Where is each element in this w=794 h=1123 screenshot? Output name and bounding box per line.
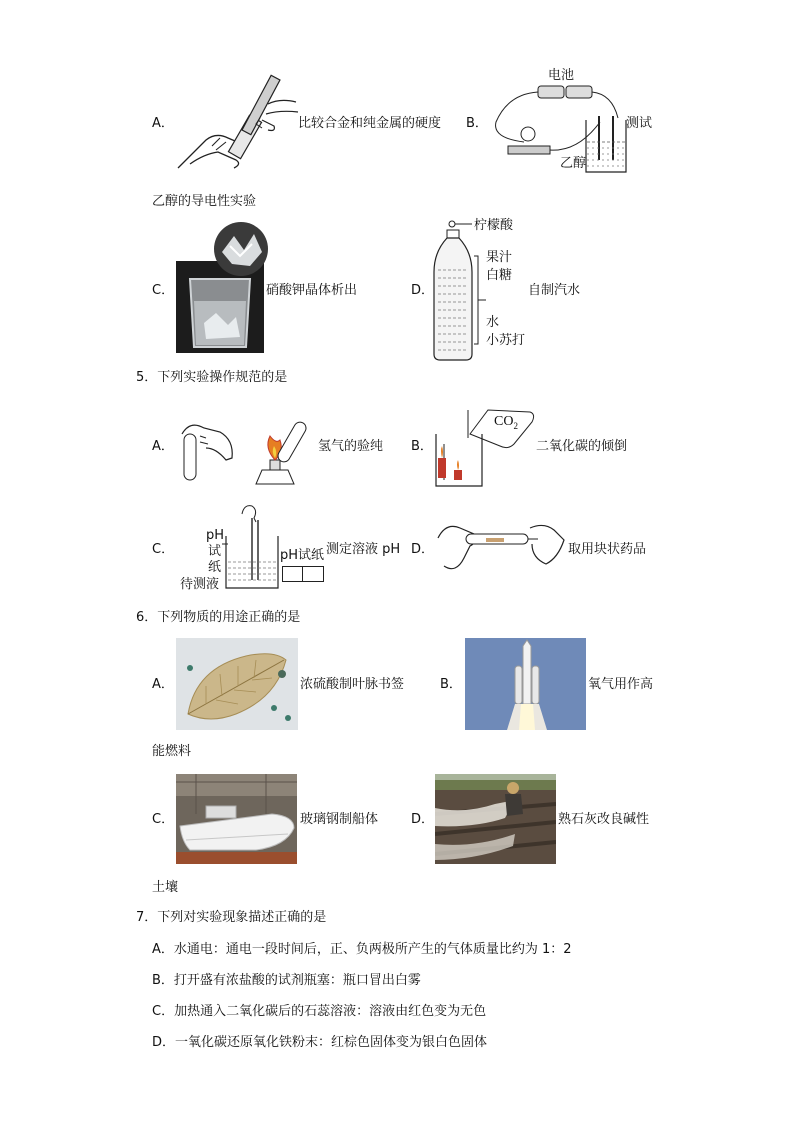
option-letter: C． <box>152 283 175 298</box>
juice-label: 果汁 <box>486 250 513 265</box>
ph-measure-figure <box>222 500 282 592</box>
option-letter: A． <box>152 677 174 692</box>
option-letter: A． <box>152 116 174 131</box>
fiberglass-boat-photo <box>176 774 297 864</box>
option-text: 硝酸钾晶体析出 <box>266 283 358 298</box>
baking-soda-label: 小苏打 <box>486 333 526 348</box>
ph-paper-label: pH试纸 <box>280 548 325 563</box>
water-label: 水 <box>486 315 500 330</box>
ph-label-zhi: 纸 <box>208 560 222 575</box>
ethanol-label: 乙醇 <box>560 156 587 171</box>
option-letter: D． <box>411 812 435 827</box>
option-letter: D． <box>411 283 435 298</box>
option-text: 熟石灰改良碱性 <box>558 812 650 827</box>
q7-option-d: D．一氧化碳还原氧化铁粉末：红棕色固体变为银白色固体 <box>152 1035 488 1050</box>
battery-label: 电池 <box>548 68 575 83</box>
option-text: 自制汽水 <box>528 283 581 298</box>
option-letter: B． <box>440 677 462 692</box>
ph-label-shi: 试 <box>208 544 222 559</box>
hardness-scratch-figure <box>176 68 306 178</box>
option-letter: B． <box>466 116 488 131</box>
citric-acid-label: 柠檬酸 <box>474 218 514 233</box>
co2-label: $CO_2$ <box>494 414 518 431</box>
option-text: 氧气用作高 <box>588 677 654 692</box>
option-text: 玻璃钢制船体 <box>300 812 379 827</box>
crystal-beaker-photo <box>176 261 264 353</box>
q4-b-caption: 乙醇的导电性实验 <box>152 194 257 209</box>
q6-b-continuation: 能燃料 <box>152 744 192 759</box>
ph-label: pH <box>206 528 225 543</box>
option-text: 浓硫酸制叶脉书签 <box>300 677 405 692</box>
ph-paper-strip <box>282 566 324 582</box>
slaked-lime-field-photo <box>435 774 556 864</box>
q5-stem: 5．下列实验操作规范的是 <box>136 370 288 385</box>
q7-option-a: A．水通电：通电一段时间后，正、负两极所产生的气体质量比约为 1：2 <box>152 942 572 957</box>
option-text: 二氧化碳的倾倒 <box>536 439 628 454</box>
option-text: 比较合金和纯金属的硬度 <box>298 116 442 131</box>
option-letter: D． <box>411 542 435 557</box>
test-solution-label: 待测液 <box>180 577 220 592</box>
option-letter: B． <box>411 439 433 454</box>
solid-reagent-figure <box>436 518 566 578</box>
option-letter: C． <box>152 812 175 827</box>
test-label: 测试 <box>626 116 653 131</box>
q7-stem: 7．下列对实验现象描述正确的是 <box>136 910 327 925</box>
option-text: 取用块状药品 <box>568 542 647 557</box>
hydrogen-purity-test-figure <box>176 414 316 494</box>
crystal-closeup-photo <box>214 222 268 276</box>
conductivity-circuit-figure <box>488 82 628 177</box>
option-letter: A． <box>152 439 174 454</box>
q6-d-continuation: 土壤 <box>152 880 179 895</box>
option-text: 测定溶液 pH <box>326 542 401 557</box>
soda-bottle-figure <box>430 216 486 362</box>
option-text: 氢气的验纯 <box>318 439 384 454</box>
option-letter: C． <box>152 542 175 557</box>
co2-pouring-figure <box>432 404 536 490</box>
q7-option-c: C．加热通入二氧化碳后的石蕊溶液：溶液由红色变为无色 <box>152 1004 487 1019</box>
q6-stem: 6．下列物质的用途正确的是 <box>136 610 301 625</box>
sugar-label: 白糖 <box>486 268 513 283</box>
rocket-launch-photo <box>465 638 586 730</box>
q7-option-b: B．打开盛有浓盐酸的试剂瓶塞：瓶口冒出白雾 <box>152 973 421 988</box>
leaf-vein-bookmark-photo <box>176 638 298 730</box>
